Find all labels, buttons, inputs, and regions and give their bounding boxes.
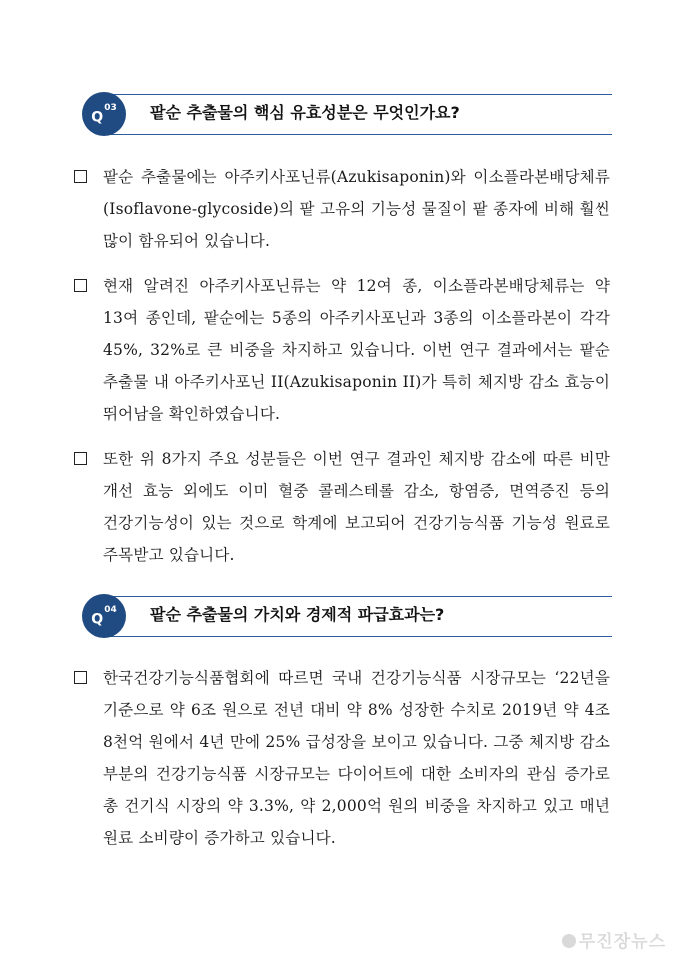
checkbox-bullet-icon xyxy=(74,279,87,292)
question-header-q04 xyxy=(82,594,612,638)
bullet-paragraph xyxy=(70,443,610,571)
checkbox-bullet-icon xyxy=(74,671,87,684)
bullet-paragraph xyxy=(70,161,610,257)
bullet-paragraph xyxy=(70,662,610,854)
question-title: 팥순 추출물의 핵심 유효성분은 무엇인가요? xyxy=(150,103,460,122)
paragraph-text: 한국건강기능식품협회에 따르면 국내 건강기능식품 시장규모는 ‘22년을 기준으로 약 6조 원으로 전년 대비 약 8% 성장한 수치로 2019년 약 4조 8천억 원에서 4년 만에 25% 급성장을 보이고 있습니다. 그중 체지방 감소 부분의 건강기능식품 시장규모는 다이어트에 대한 소비자의 관심 증가로 총 건기식 시장의 약 3.3%, 약 2,000억 원의 비중을 차지하고 있고 매년 원료 소비량이 증가하고 있습니다. xyxy=(103,669,610,847)
header-rule-bottom xyxy=(108,636,612,637)
question-badge: $Q^{04}$ xyxy=(82,594,126,638)
watermark-logo-icon xyxy=(562,934,576,948)
question-title: 팥순 추출물의 가치와 경제적 파급효과는? xyxy=(150,605,445,624)
header-rule-top xyxy=(108,94,612,95)
paragraph-text: 현재 알려진 아주키사포닌류는 약 12여 종, 이소플라본배당체류는 약 13여 종인데, 팥순에는 5종의 아주키사포닌과 3종의 이소플라본이 각각 45%, 32%로 큰 비중을 차지하고 있습니다. 이번 연구 결과에서는 팥순 추출물 내 아주키사포닌 II(Azukisaponin II)가 특히 체지방 감소 효능이 뛰어남을 확인하였습니다. xyxy=(103,277,610,423)
paragraph-text: 또한 위 8가지 주요 성분들은 이번 연구 결과인 체지방 감소에 따른 비만 개선 효능 외에도 이미 혈중 콜레스테롤 감소, 항염증, 면역증진 등의 건강기능성이 있는 것으로 학계에 보고되어 건강기능식품 기능성 원료로 주목받고 있습니다. xyxy=(103,450,610,564)
paragraph-text: 팥순 추출물에는 아주키사포닌류(Azukisaponin)와 이소플라본배당체류(Isoflavone-glycoside)의 팥 고유의 기능성 물질이 팥 종자에 비해 훨씬 많이 함유되어 있습니다. xyxy=(103,168,610,250)
question-badge: $Q^{03}$ xyxy=(82,92,126,136)
checkbox-bullet-icon xyxy=(74,452,87,465)
header-rule-top xyxy=(108,596,612,597)
bullet-paragraph xyxy=(70,270,610,430)
watermark: 무진장뉴스 xyxy=(562,927,666,952)
question-header-q03 xyxy=(82,92,612,136)
checkbox-bullet-icon xyxy=(74,170,87,183)
header-rule-bottom xyxy=(108,134,612,135)
